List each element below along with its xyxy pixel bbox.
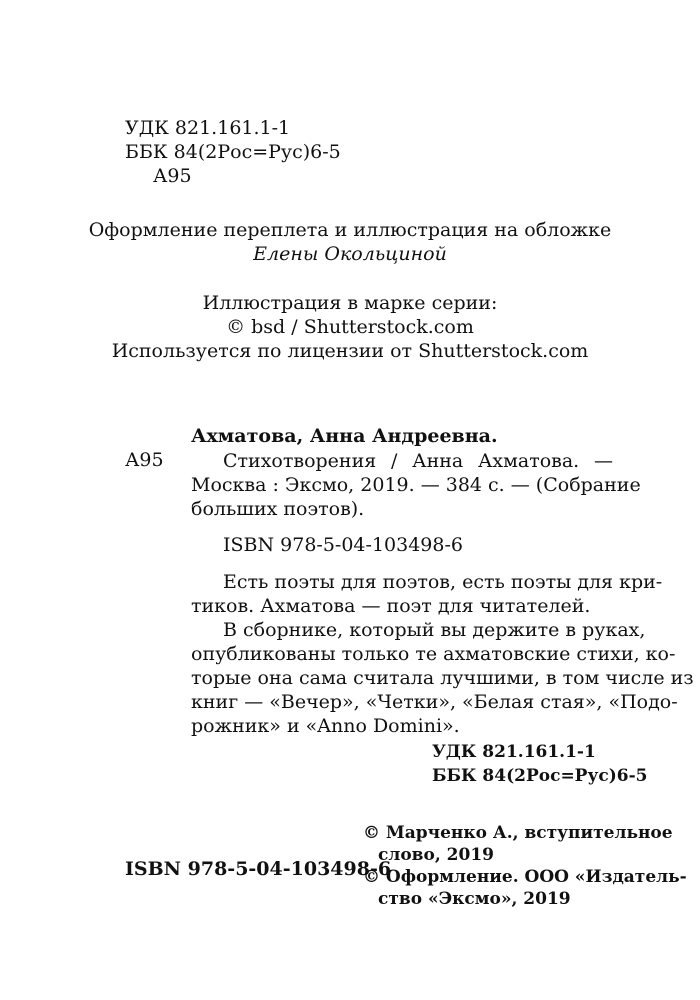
entry-line-1: Стихотворения / Анна Ахматова. — <box>223 450 613 472</box>
copyright-design-year: ство «Эксмо», 2019 <box>378 889 571 909</box>
bbk-code: ББК 84(2Рос=Рус)6-5 <box>125 141 341 163</box>
entry-author: Ахматова, Анна Андреевна. <box>191 425 498 447</box>
annotation-line: опубликованы только те ахматовские стихи, ко- <box>191 643 676 665</box>
copyright-intro-year: слово, 2019 <box>378 845 494 865</box>
udk-code: УДК 821.161.1-1 <box>125 117 291 139</box>
copyright-design: © Оформление. ООО «Издатель- <box>363 867 687 887</box>
author-mark: А95 <box>153 165 192 187</box>
entry-line-2: Москва : Эксмо, 2019. — 384 с. — (Собрание <box>191 474 641 496</box>
classification-udk: УДК 821.161.1-1 <box>432 742 596 762</box>
illustrator-name: Елены Окольциной <box>253 243 447 265</box>
isbn-bottom: ISBN 978-5-04-103498-6 <box>125 858 392 880</box>
annotation-line: рожник» и «Anno Domini». <box>191 715 460 737</box>
classification-bbk: ББК 84(2Рос=Рус)6-5 <box>432 766 648 786</box>
series-mark-title: Иллюстрация в марке серии: <box>202 292 498 314</box>
copyright-intro: © Марченко А., вступительное <box>363 823 673 843</box>
entry-line-3: больших поэтов). <box>191 498 365 520</box>
annotation-line: книг — «Вечер», «Четки», «Белая стая», «Подо- <box>191 691 678 713</box>
annotation-line: Есть поэты для поэтов, есть поэты для кри- <box>223 571 663 593</box>
entry-isbn: ISBN 978-5-04-103498-6 <box>223 534 463 556</box>
annotation-line: торые она сама считала лучшими, в том числе из <box>191 667 694 689</box>
entry-author-mark: А95 <box>125 449 164 471</box>
annotation-line: тиков. Ахматова — поэт для читателей. <box>191 595 591 617</box>
series-mark-source: © bsd / Shutterstock.com <box>226 316 474 338</box>
binding-credit: Оформление переплета и иллюстрация на обложке <box>88 219 612 241</box>
annotation-line: В сборнике, который вы держите в руках, <box>223 619 646 641</box>
license-note: Используется по лицензии от Shutterstock.com <box>111 340 589 362</box>
